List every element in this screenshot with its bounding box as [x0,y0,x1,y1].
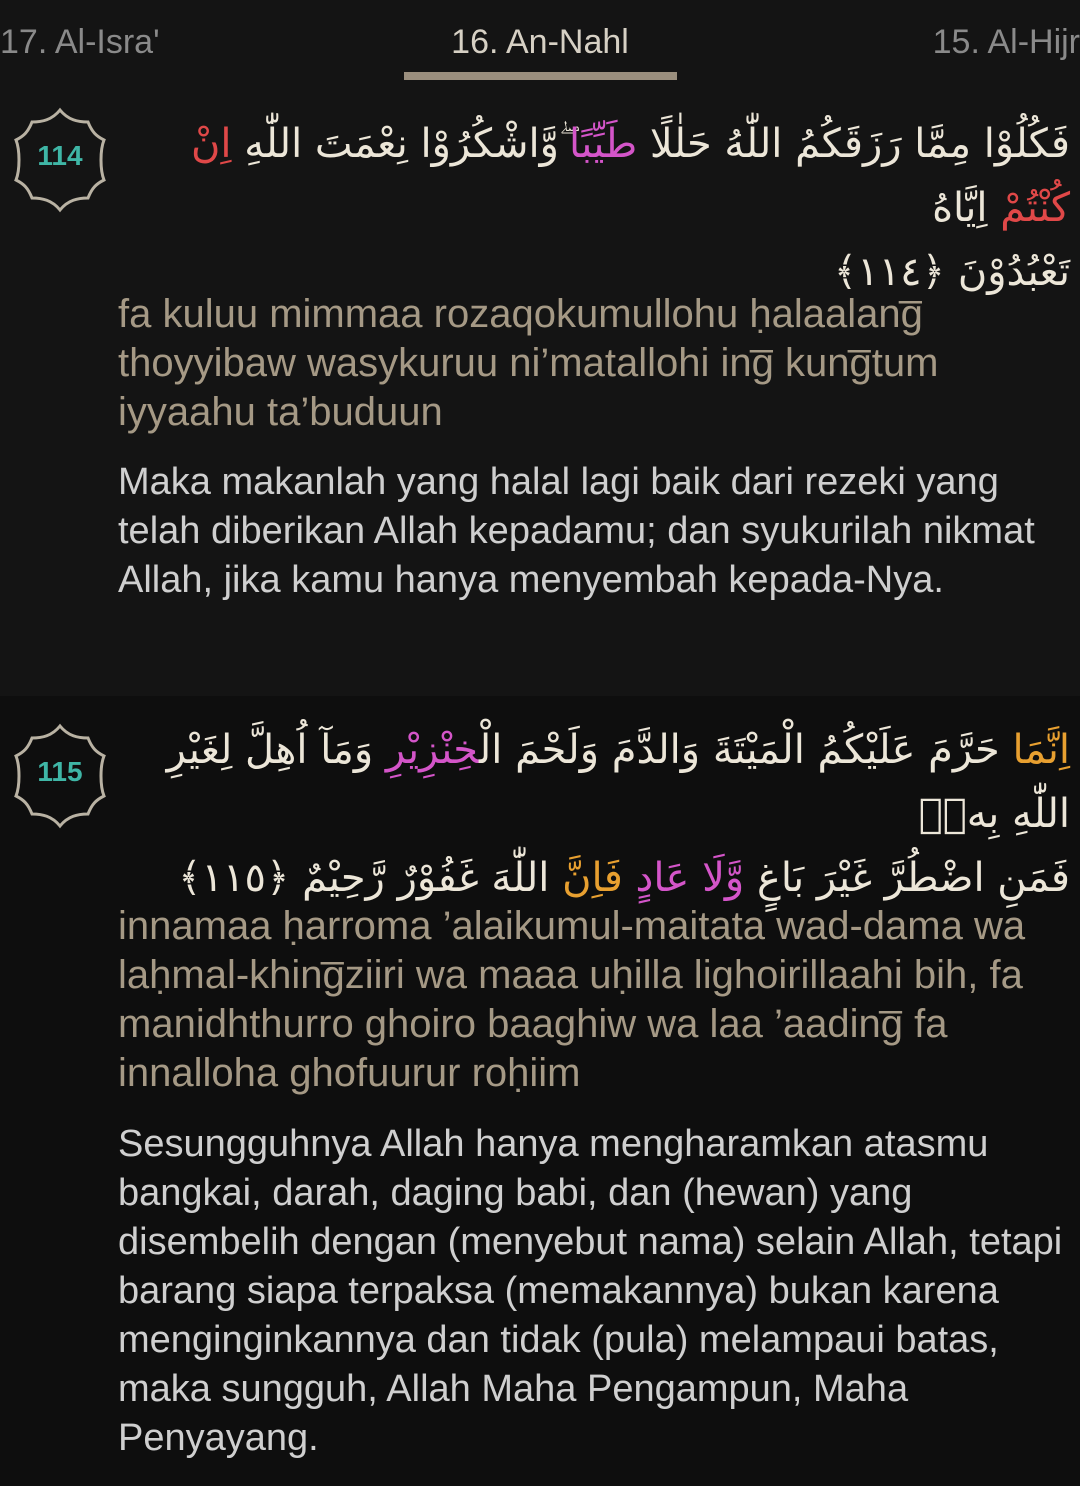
arabic-tajweed-segment: وَّلَا عَادٍ [622,855,757,901]
tab-current-surah[interactable]: 16. An-Nahl [451,23,629,61]
active-tab-indicator [404,72,677,80]
arabic-segment: اللّٰهَ غَفُوْرٌ رَّحِيْمٌ [302,855,563,901]
verse-card[interactable] [0,696,1080,1486]
arabic-line [150,112,1070,240]
arabic-segment: وَمَآ اُهِلَّ لِغَيْرِ اللّٰهِ بِهٖۚ [166,727,1070,837]
verse-number-badge [12,722,108,830]
translation-text: Maka makanlah yang halal lagi baik dari rezeki yang telah diberikan Allah kepadamu; dan syukurilah nikmat Allah, jika kamu hanya menyembah kepada-Nya. [118,461,1035,601]
arabic-tajweed-segment: طَيِّبًا [568,121,638,167]
ayah-end-marker: ﴿١١٥﴾ [178,855,290,901]
arabic-segment: فَمَنِ اضْطُرَّ غَيْرَ بَاغٍ [756,855,1070,901]
arabic-text [150,112,1070,304]
tab-previous-surah[interactable]: 17. Al-Isra' [0,23,160,61]
arabic-segment: ۖوَّاشْكُرُوْا نِعْمَتَ اللّٰهِ [231,121,569,167]
verse-number: 115 [37,756,83,787]
transliteration-text: innamaa ḥarroma ’alaikumul-maitata wad-dama wa laḥmal-khing̅ziiri wa maaa uḥilla lighoirillaahi bih, fa manidhthurro ghoiro baaghiw wa laa ’aading̅ fa innalloha ghofuurur roḥiim [118,904,1026,1095]
arabic-line [150,846,1070,910]
ayah-end-marker: ﴿١١٤﴾ [833,249,946,295]
arabic-tajweed-segment: اِنْ كُنْتُمْ [190,121,1070,231]
arabic-tajweed-segment: فَاِنَّ [562,855,623,901]
verse-number-badge [12,106,108,214]
arabic-tajweed-segment: خِنْزِيْرِ [385,727,480,773]
translation-text: Sesungguhnya Allah hanya mengharamkan atasmu bangkai, darah, daging babi, dan (hewan) yang disembelih dengan (menyebut nama) selain Allah, tetapi barang siapa terpaksa (memakannya) bukan karena menginginkannya dan tidak (pula) melampaui batas, maka sungguh, Allah Maha Pengampun, Maha Penyayang. [118,1123,1063,1459]
verse-number: 114 [37,140,83,171]
arabic-text [150,718,1070,910]
arabic-segment: فَكُلُوْا مِمَّا رَزَقَكُمُ اللّٰهُ حَلٰلًا [637,121,1070,167]
arabic-segment: تَعْبُدُوْنَ [957,249,1070,295]
arabic-segment: اِيَّاهُ [932,185,1001,231]
verse-card[interactable] [0,92,1080,696]
arabic-segment: حَرَّمَ عَلَيْكُمُ الْمَيْتَةَ وَالدَّمَ وَلَحْمَ الْ [479,727,1013,773]
tab-next-surah[interactable]: 15. Al-Hijr [932,23,1080,61]
arabic-tajweed-segment: اِنَّمَا [1012,727,1070,773]
surah-tab-bar [0,0,1080,92]
arabic-line [150,718,1070,846]
transliteration-text: fa kuluu mimmaa rozaqokumullohu ḥalaalang̅ thoyyibaw wasykuruu ni’matallohi ing̅ kung̅tum iyyaahu ta’buduun [118,292,939,434]
